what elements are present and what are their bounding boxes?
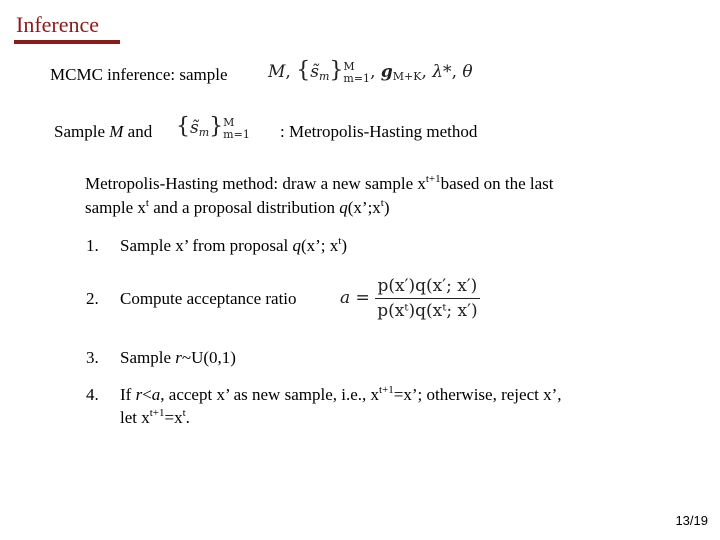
step-4-sup: t+1 [379, 384, 394, 396]
slide-title: Inference [16, 12, 100, 37]
step-1-num: 1. [86, 236, 99, 255]
sample-formula [176, 114, 250, 141]
step-2-text: Compute acceptance ratio [120, 289, 297, 308]
mh-line1-sup: t+1 [425, 173, 441, 185]
step-4-line2-c: . [185, 408, 190, 427]
mcmc-label: MCMC inference: sample [50, 65, 228, 84]
step-4-line2-sup1: t+1 [149, 407, 165, 419]
sample-var: M [109, 122, 124, 141]
step-2-num: 2. [86, 289, 99, 308]
ratio-a: a [340, 288, 351, 308]
formula-M: M [268, 62, 286, 82]
mh-desc-line2 [85, 198, 390, 218]
step-4-b: < [142, 385, 152, 404]
brace-right: } [329, 58, 344, 83]
mh-line2-q: q [339, 198, 348, 217]
title-underline [14, 40, 120, 44]
step-4 [86, 385, 562, 405]
brace-right-2: } [209, 114, 224, 139]
formula-g-sub: M+K [392, 70, 422, 83]
mh-line1-a: Metropolis-Hasting method: draw a new sample x [85, 174, 426, 193]
step-2 [86, 289, 297, 309]
step-4-line2 [120, 408, 190, 428]
mcmc-line [50, 65, 228, 85]
formula-lower: m=1 [343, 71, 371, 85]
step-4-d: =x’; otherwise, reject x’, [393, 385, 562, 404]
mh-line2-d: ) [383, 198, 390, 217]
step-3-a: Sample [120, 348, 176, 367]
mh-line2-sup1: t [145, 197, 149, 209]
brace-left: { [296, 58, 311, 83]
acceptance-ratio [340, 276, 480, 321]
step-1-b: (x’; x [300, 236, 339, 255]
step-1-sup: t [338, 235, 342, 247]
step-1-c: ) [341, 236, 348, 255]
step-4-num: 4. [86, 385, 99, 404]
mh-line2-a: sample x [85, 198, 146, 217]
page-number: 13/19 [675, 513, 708, 528]
step-4-a: If [120, 385, 136, 404]
formula-s-2: s̃ [190, 118, 199, 138]
mh-line1-b: based on the last [440, 174, 554, 193]
mh-line2-c: (x’;x [347, 198, 381, 217]
brace-left-2: { [176, 114, 190, 139]
formula-m-sub-2: m [198, 126, 210, 139]
mh-line2-sup2: t [380, 197, 384, 209]
ratio-numerator: p(x′)q(x′; x′) [375, 276, 479, 299]
formula-m-sub: m [318, 70, 330, 83]
step-1-a: Sample x’ from proposal [120, 236, 293, 255]
formula-upper-2: M [223, 115, 235, 129]
step-1 [86, 236, 347, 256]
step-4-line2-sup2: t [182, 407, 186, 419]
sample-and: and [127, 122, 153, 141]
sample-suffix: : Metropolis-Hasting method [280, 122, 478, 141]
formula-upper: M [343, 59, 355, 73]
step-1-q: q [292, 236, 301, 255]
step-3-num: 3. [86, 348, 99, 367]
mcmc-formula: M, $\{s̃_m\}M$ m=1, $g_{M+K}$, λ*, θ [268, 58, 473, 85]
formula-lower-2: m=1 [223, 127, 250, 141]
formula-lambda: λ* [432, 62, 452, 82]
ratio-fraction [375, 276, 479, 321]
step-4-r: r [135, 385, 143, 404]
sample-line [54, 122, 152, 142]
formula-s: s̃ [310, 62, 319, 82]
mh-desc-line1 [85, 174, 553, 194]
step-4-c: , accept x’ as new sample, i.e., x [160, 385, 380, 404]
formula-limits-2 [223, 117, 250, 141]
step-4-a-var: a [151, 385, 161, 404]
step-3-r: r [175, 348, 182, 367]
step-4-line2-a: let x [120, 408, 150, 427]
step-3 [86, 348, 236, 368]
step-3-b: ~U(0,1) [181, 348, 236, 367]
step-4-line2-b: =x [164, 408, 183, 427]
formula-g: g [380, 62, 393, 82]
sample-prefix: Sample [54, 122, 105, 141]
mh-line2-b: and a proposal distribution [148, 198, 340, 217]
formula-limits [343, 61, 370, 85]
ratio-denominator: p(xᵗ)q(xᵗ; x′) [377, 301, 478, 321]
ratio-eq: = [355, 288, 370, 308]
formula-theta: θ [462, 62, 473, 82]
